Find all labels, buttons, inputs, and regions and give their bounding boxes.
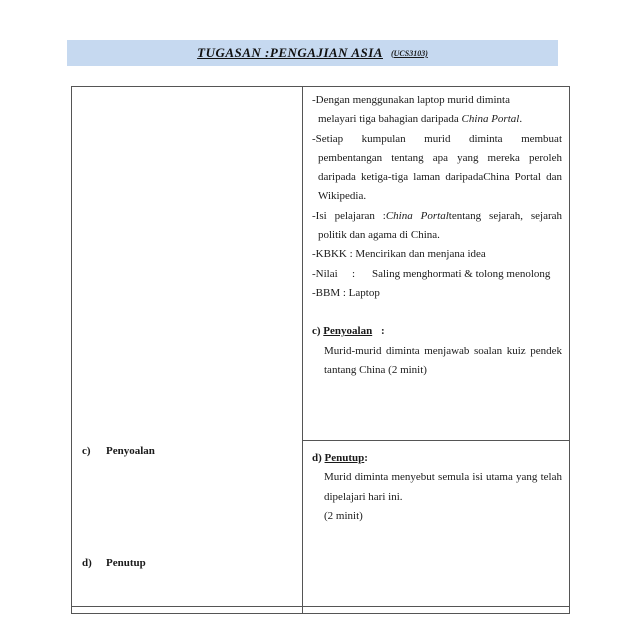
page-title: TUGASAN :PENGAJIAN ASIA bbox=[197, 45, 383, 60]
stage-column bbox=[72, 87, 303, 607]
activity-cell-penutup bbox=[303, 441, 570, 607]
stage-penyoalan-label: c) Penyoalan bbox=[82, 445, 155, 457]
penyoalan-body: Murid-murid diminta menjawab soalan kuiz pendek tantang China (2 minit) bbox=[324, 344, 562, 376]
penyoalan-heading: c) Penyoalan : bbox=[312, 325, 385, 338]
step-isi-pelajaran: -Isi pelajaran :China Portaltentang sejarah, sejarah politik dan agama di China. bbox=[312, 209, 562, 242]
stage-penutup-label: d) Penutup bbox=[82, 557, 146, 569]
next-row-left bbox=[72, 607, 303, 614]
lesson-plan-table bbox=[71, 86, 570, 614]
penutup-body: Murid diminta menyebut semula isi utama yang telah dipelajari hari ini. bbox=[324, 471, 562, 503]
course-code: (UCS3103) bbox=[390, 48, 428, 58]
step-kbkk: -KBKK : Mencirikan dan menjana idea bbox=[312, 248, 486, 261]
step-pembentangan: -Setiap kumpulan murid diminta membuat pembentangan tentang apa yang mereka peroleh daripada ketiga-tiga laman daripadaChina Portal dan Wikipedia. bbox=[312, 132, 562, 203]
penutup-heading: d) Penutup: bbox=[312, 452, 368, 464]
next-row-right bbox=[303, 607, 570, 614]
table-row bbox=[72, 87, 570, 441]
title-banner bbox=[67, 40, 558, 66]
activity-cell-main bbox=[303, 87, 570, 441]
penutup-time: (2 minit) bbox=[324, 509, 363, 522]
table-row bbox=[72, 607, 570, 614]
step-bbm: -BBM : Laptop bbox=[312, 286, 380, 299]
step-nilai: -Nilai : Saling menghormati & tolong menolong bbox=[312, 267, 551, 280]
step-laptop: -Dengan menggunakan laptop murid diminta melayari tiga bahagian daripada China Portal. bbox=[312, 94, 523, 126]
